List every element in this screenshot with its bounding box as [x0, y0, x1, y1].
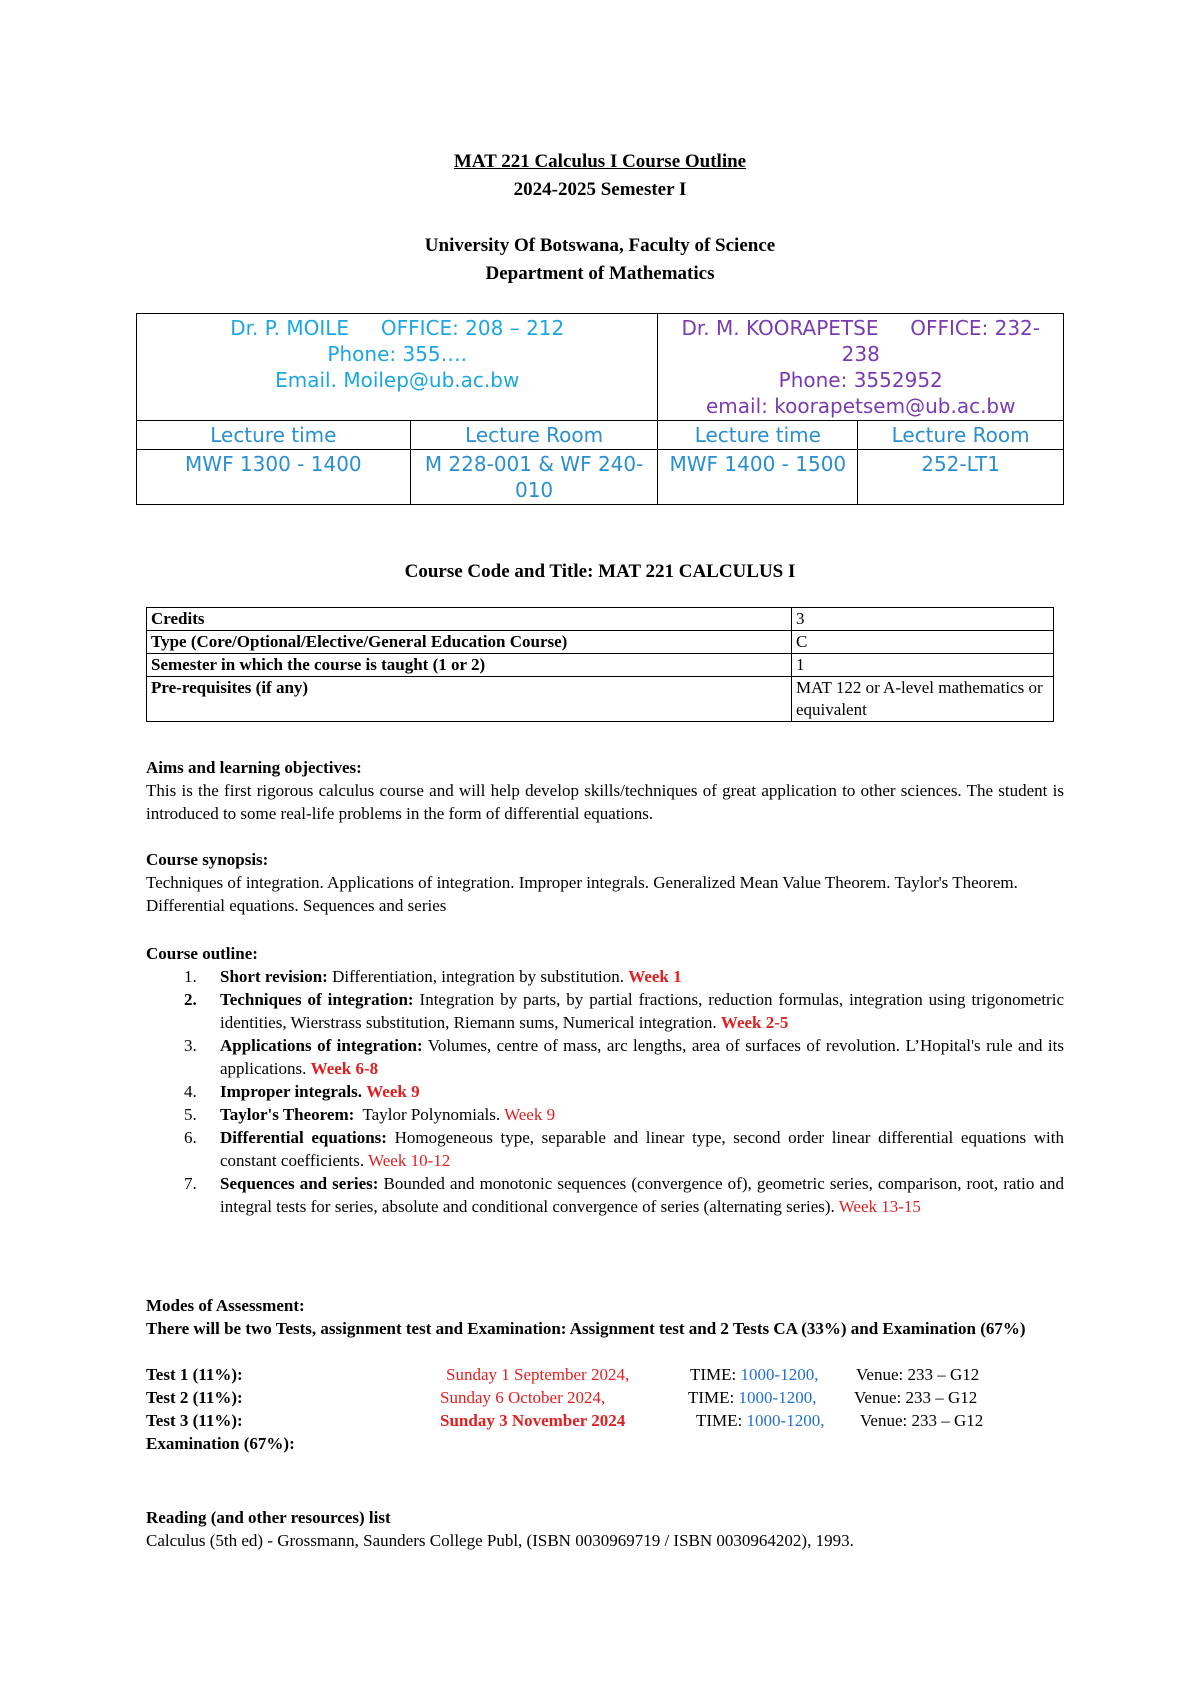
item-week: Week 9	[366, 1082, 420, 1101]
info-key: Type (Core/Optional/Elective/General Education Course)	[147, 631, 792, 654]
aims-heading: Aims and learning objectives:	[146, 758, 362, 777]
item-title: Short revision:	[220, 967, 328, 986]
info-key: Credits	[147, 608, 792, 631]
time-value: 1000-1200,	[738, 1388, 817, 1407]
lecture-room-header-2: Lecture Room	[858, 421, 1064, 450]
test-venue: Venue: 233 – G12	[860, 1411, 984, 1430]
document-title: MAT 221 Calculus I Course Outline	[453, 151, 747, 172]
outline-heading: Course outline:	[146, 944, 258, 963]
info-value: C	[792, 631, 1054, 654]
list-item	[146, 965, 1064, 988]
item-number: 7.	[184, 1174, 197, 1193]
item-week: Week 9	[504, 1105, 556, 1124]
instructor-1-contact	[137, 314, 658, 421]
time-value: 1000-1200,	[746, 1411, 825, 1430]
test-label: Test 1 (11%):	[146, 1365, 243, 1384]
synopsis-heading: Course synopsis:	[146, 850, 269, 869]
test-time	[696, 1409, 824, 1432]
reading-section	[146, 1506, 1064, 1552]
test-time	[688, 1386, 816, 1409]
item-title: Applications of integration:	[220, 1036, 423, 1055]
list-item	[146, 1103, 1064, 1126]
instructor-2-phone: Phone: 3552952	[778, 368, 943, 392]
synopsis-section	[146, 848, 1064, 917]
test-venue: Venue: 233 – G12	[856, 1365, 980, 1384]
test-venue: Venue: 233 – G12	[854, 1388, 978, 1407]
item-number: 1.	[184, 967, 197, 986]
item-week: Week 6-8	[310, 1059, 379, 1078]
table-row	[147, 654, 1054, 677]
item-number: 4.	[184, 1082, 197, 1101]
course-title-heading: Course Code and Title: MAT 221 CALCULUS I	[404, 561, 796, 582]
lecture-time-2: MWF 1400 - 1500	[658, 450, 858, 505]
info-key: Semester in which the course is taught (1 or 2)	[147, 654, 792, 677]
item-number: 2.	[184, 990, 197, 1009]
table-row	[147, 608, 1054, 631]
reading-heading: Reading (and other resources) list	[146, 1508, 391, 1527]
semester-heading: 2024-2025 Semester I	[513, 179, 687, 200]
info-key: Pre-requisites (if any)	[147, 677, 792, 722]
instructor-1-phone: Phone: 355….	[327, 342, 468, 366]
aims-section	[146, 756, 1064, 825]
item-title: Techniques of integration:	[220, 990, 414, 1009]
lecture-room-header-1: Lecture Room	[410, 421, 658, 450]
test-date: Sunday 6 October 2024,	[440, 1388, 606, 1407]
time-value: 1000-1200,	[740, 1365, 819, 1384]
time-label: TIME:	[696, 1411, 747, 1430]
outline-list	[146, 965, 1064, 1218]
item-number: 6.	[184, 1128, 197, 1147]
item-text: Homogeneous type, separable and linear type, second order linear differential equations with constant coefficients.	[220, 1128, 1064, 1170]
department-heading: Department of Mathematics	[485, 263, 715, 284]
course-info-table	[146, 607, 1054, 722]
test-row	[146, 1363, 1064, 1386]
lecture-time-1: MWF 1300 - 1400	[137, 450, 411, 505]
exam-label: Examination (67%):	[146, 1434, 295, 1453]
instructor-1-name-office: Dr. P. MOILE OFFICE: 208 – 212	[230, 316, 565, 340]
item-week: Week 2-5	[720, 1013, 789, 1032]
instructor-1-email: Email. Moilep@ub.ac.bw	[275, 368, 520, 392]
item-title: Sequences and series:	[220, 1174, 379, 1193]
table-row	[147, 677, 1054, 722]
item-week: Week 13-15	[838, 1197, 921, 1216]
item-number: 3.	[184, 1036, 197, 1055]
test-label: Test 2 (11%):	[146, 1388, 243, 1407]
lecture-room-2: 252-LT1	[858, 450, 1064, 505]
item-text: Differentiation, integration by substitution.	[327, 967, 629, 986]
item-text: Taylor Polynomials.	[354, 1105, 505, 1124]
test-date: Sunday 3 November 2024	[440, 1411, 626, 1430]
item-text: Bounded and monotonic sequences (convergence of), geometric series, comparison, root, ratio and integral tests for series, absolute and conditional convergence of series (alternating series).	[220, 1174, 1064, 1216]
lecture-time-header-2: Lecture time	[658, 421, 858, 450]
university-heading: University Of Botswana, Faculty of Science	[424, 235, 776, 256]
list-item	[146, 1034, 1064, 1080]
item-week: Week 10-12	[368, 1151, 451, 1170]
assessment-heading: Modes of Assessment:	[146, 1296, 305, 1315]
item-title: Improper integrals.	[220, 1082, 362, 1101]
test-label: Test 3 (11%):	[146, 1411, 243, 1430]
time-label: TIME:	[688, 1388, 739, 1407]
test-row	[146, 1386, 1064, 1409]
time-label: TIME:	[690, 1365, 741, 1384]
item-text: Volumes, centre of mass, arc lengths, area of surfaces of revolution. L’Hopital's rule and its applications.	[220, 1036, 1064, 1078]
item-text: Integration by parts, by partial fractions, reduction formulas, integration using trigonometric identities, Wierstrass substitution, Riemann sums, Numerical integration.	[220, 990, 1064, 1032]
instructor-2-email: email: koorapetsem@ub.ac.bw	[705, 394, 1016, 418]
instructor-2-contact	[658, 314, 1064, 421]
info-value: 3	[792, 608, 1054, 631]
lecture-room-1: M 228-001 & WF 240-010	[410, 450, 658, 505]
assessment-summary: There will be two Tests, assignment test and Examination: Assignment test and 2 Tests CA (33%) and Examination (67%)	[146, 1319, 1026, 1338]
item-title: Taylor's Theorem:	[220, 1105, 355, 1124]
test-row	[146, 1409, 1064, 1432]
test-date: Sunday 1 September 2024,	[446, 1365, 630, 1384]
item-number: 5.	[184, 1105, 197, 1124]
reading-text: Calculus (5th ed) - Grossmann, Saunders College Publ, (ISBN 0030969719 / ISBN 0030964202), 1993.	[146, 1531, 854, 1550]
instructor-2-name-office: Dr. M. KOORAPETSE OFFICE: 232-238	[681, 316, 1040, 366]
item-title: Differential equations:	[220, 1128, 387, 1147]
list-item	[146, 1080, 1064, 1103]
info-value: 1	[792, 654, 1054, 677]
list-item	[146, 988, 1064, 1034]
item-week: Week 1	[628, 967, 682, 986]
info-value: MAT 122 or A-level mathematics or equivalent	[792, 677, 1054, 722]
lecture-time-header-1: Lecture time	[137, 421, 411, 450]
table-row	[147, 631, 1054, 654]
synopsis-text: Techniques of integration. Applications of integration. Improper integrals. Generalized Mean Value Theorem. Taylor's Theorem. Differential equations. Sequences and series	[146, 873, 1018, 915]
test-time	[690, 1363, 818, 1386]
instructor-table	[136, 313, 1064, 505]
list-item	[146, 1126, 1064, 1172]
list-item	[146, 1172, 1064, 1218]
aims-text: This is the first rigorous calculus course and will help develop skills/techniques of great application to other sciences. The student is introduced to some real-life problems in the form of differential equations.	[146, 781, 1064, 823]
assessment-section	[146, 1294, 1064, 1455]
outline-section	[146, 942, 1064, 1218]
